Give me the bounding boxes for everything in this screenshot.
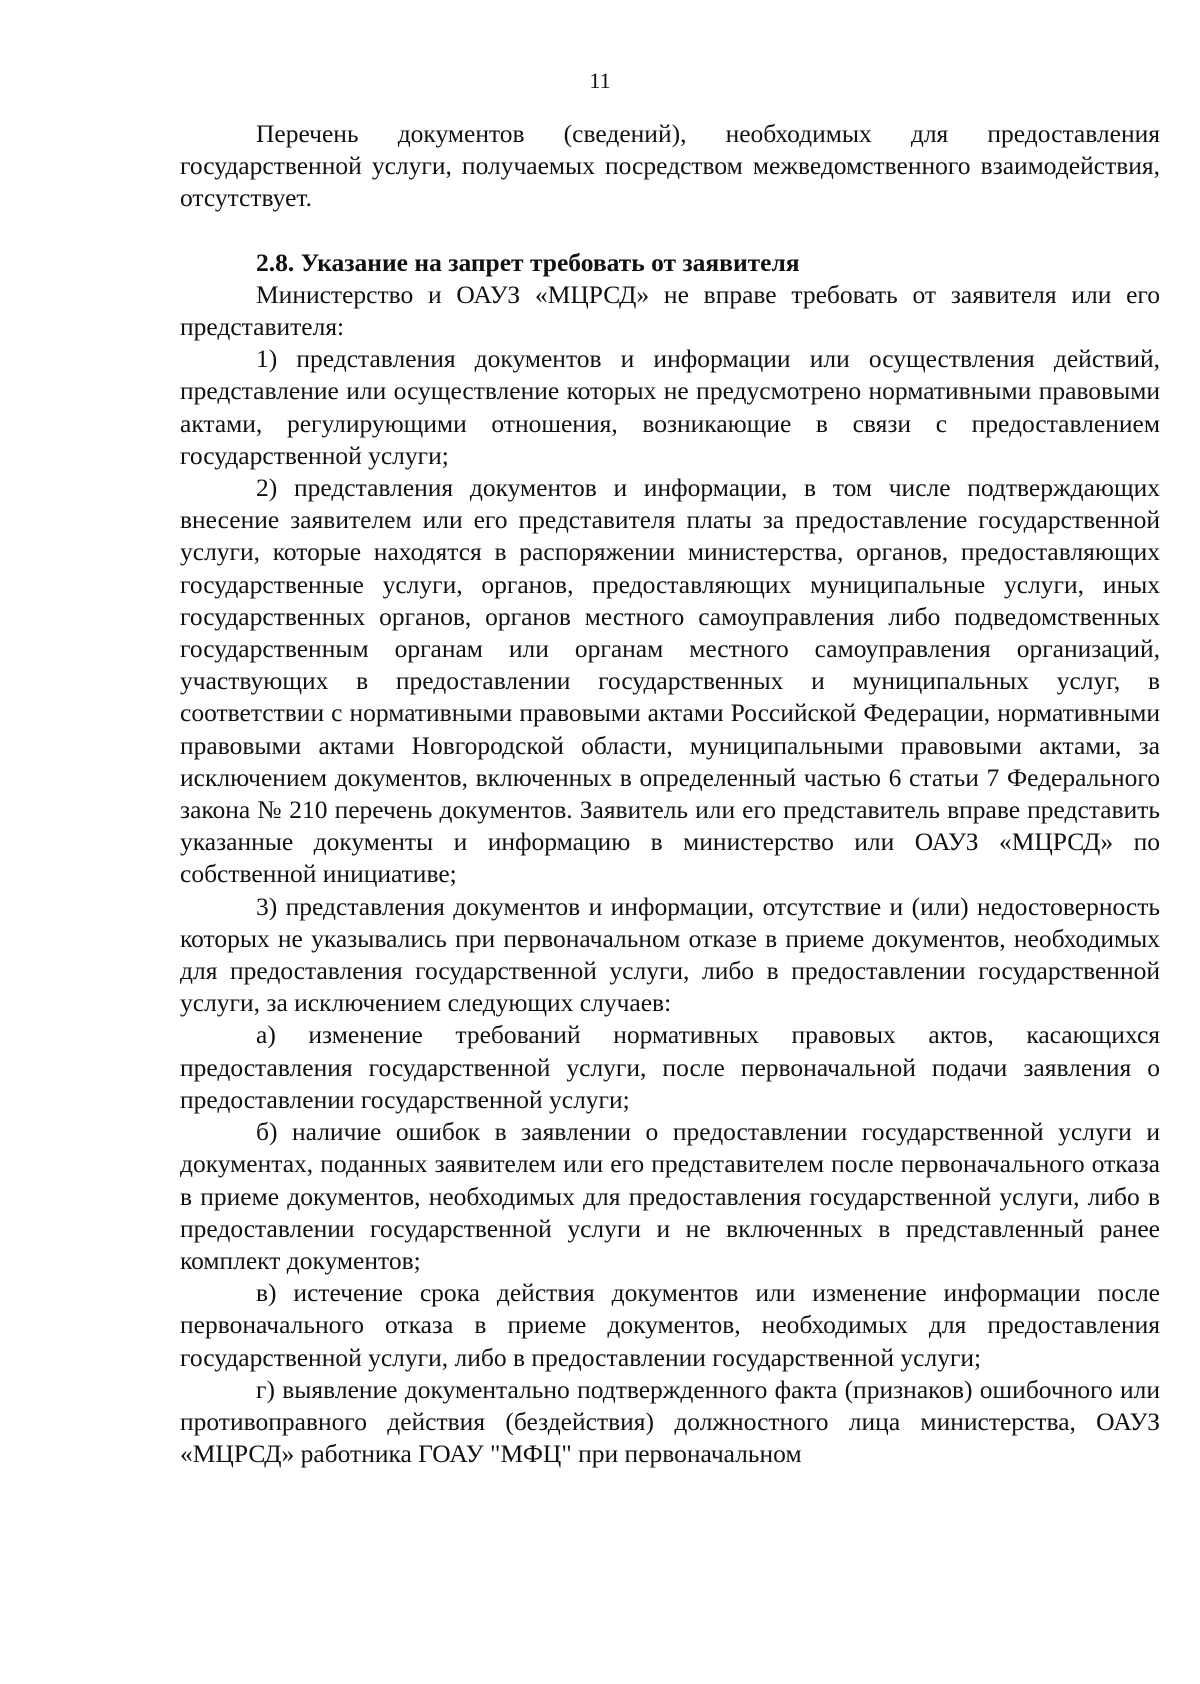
sub-item-b: б) наличие ошибок в заявлении о предоставлении государственной услуги и документах, поданных заявителем или его представителем после первоначального отказа в приеме документов, необходимых для предоставления государственной услуги, либо в предоставлении государственной услуги и не включенных в представленный ранее комплект документов; bbox=[180, 1117, 1160, 1275]
document-body bbox=[180, 118, 1160, 1470]
sub-item-v: в) истечение срока действия документов или изменение информации после первоначального отказа в приеме документов, необходимых для предоставления государственной услуги, либо в предоставлении государственной услуги; bbox=[180, 1278, 1160, 1372]
list-item-3: 3) представления документов и информации, отсутствие и (или) недостоверность которых не указывались при первоначальном отказе в приеме документов, необходимых для предоставления государственной услуги, либо в предоставлении государственной услуги, за исключением следующих случаев: bbox=[180, 891, 1160, 1018]
list-item-2: 2) представления документов и информации, в том числе подтверждающих внесение заявителем или его представителя платы за предоставление государственной услуги, которые находятся в распоряжении министерства, органов, предоставляющих государственные услуги, органов, предоставляющих муниципальные услуги, иных государственных органов, органов местного самоуправления либо подведомственных государственным органам или органам местного самоуправления организаций, участвующих в предоставлении государственных и муниципальных услуг, в соответствии с нормативными правовыми актами Российской Федерации, нормативными правовыми актами Новгородской области, муниципальными правовыми актами, за исключением документов, включенных в определенный частью 6 статьи 7 Федерального закона № 210 перечень документов. Заявитель или его представитель вправе представить указанные документы и информацию в министерство или ОАУЗ «МЦРСД» по собственной инициативе; bbox=[180, 473, 1160, 889]
section-heading-2-8: 2.8. Указание на запрет требовать от заявителя bbox=[256, 247, 800, 277]
list-item-1: 1) представления документов и информации или осуществления действий, представление или осуществление которых не предусмотрено нормативными правовыми актами, регулирующими отношения, возникающие в связи с предоставлением государственной услуги; bbox=[180, 344, 1160, 470]
paragraph-interagency-documents: Перечень документов (сведений), необходимых для предоставления государственной услуги, получаемых посредством межведомственного взаимодействия, отсутствует. bbox=[180, 119, 1160, 213]
sub-item-g: г) выявление документально подтвержденного факта (признаков) ошибочного или противоправного действия (бездействия) должностного лица министерства, ОАУЗ «МЦРСД» работника ГОАУ "МФЦ" при первоначальном bbox=[180, 1374, 1160, 1469]
sub-item-a: а) изменение требований нормативных правовых актов, касающихся предоставления государственной услуги, после первоначальной подачи заявления о предоставлении государственной услуги; bbox=[180, 1020, 1160, 1114]
paragraph-prohibition-intro: Министерство и ОАУЗ «МЦРСД» не вправе требовать от заявителя или его представителя: bbox=[180, 279, 1160, 342]
page-number: 11 bbox=[589, 68, 611, 93]
